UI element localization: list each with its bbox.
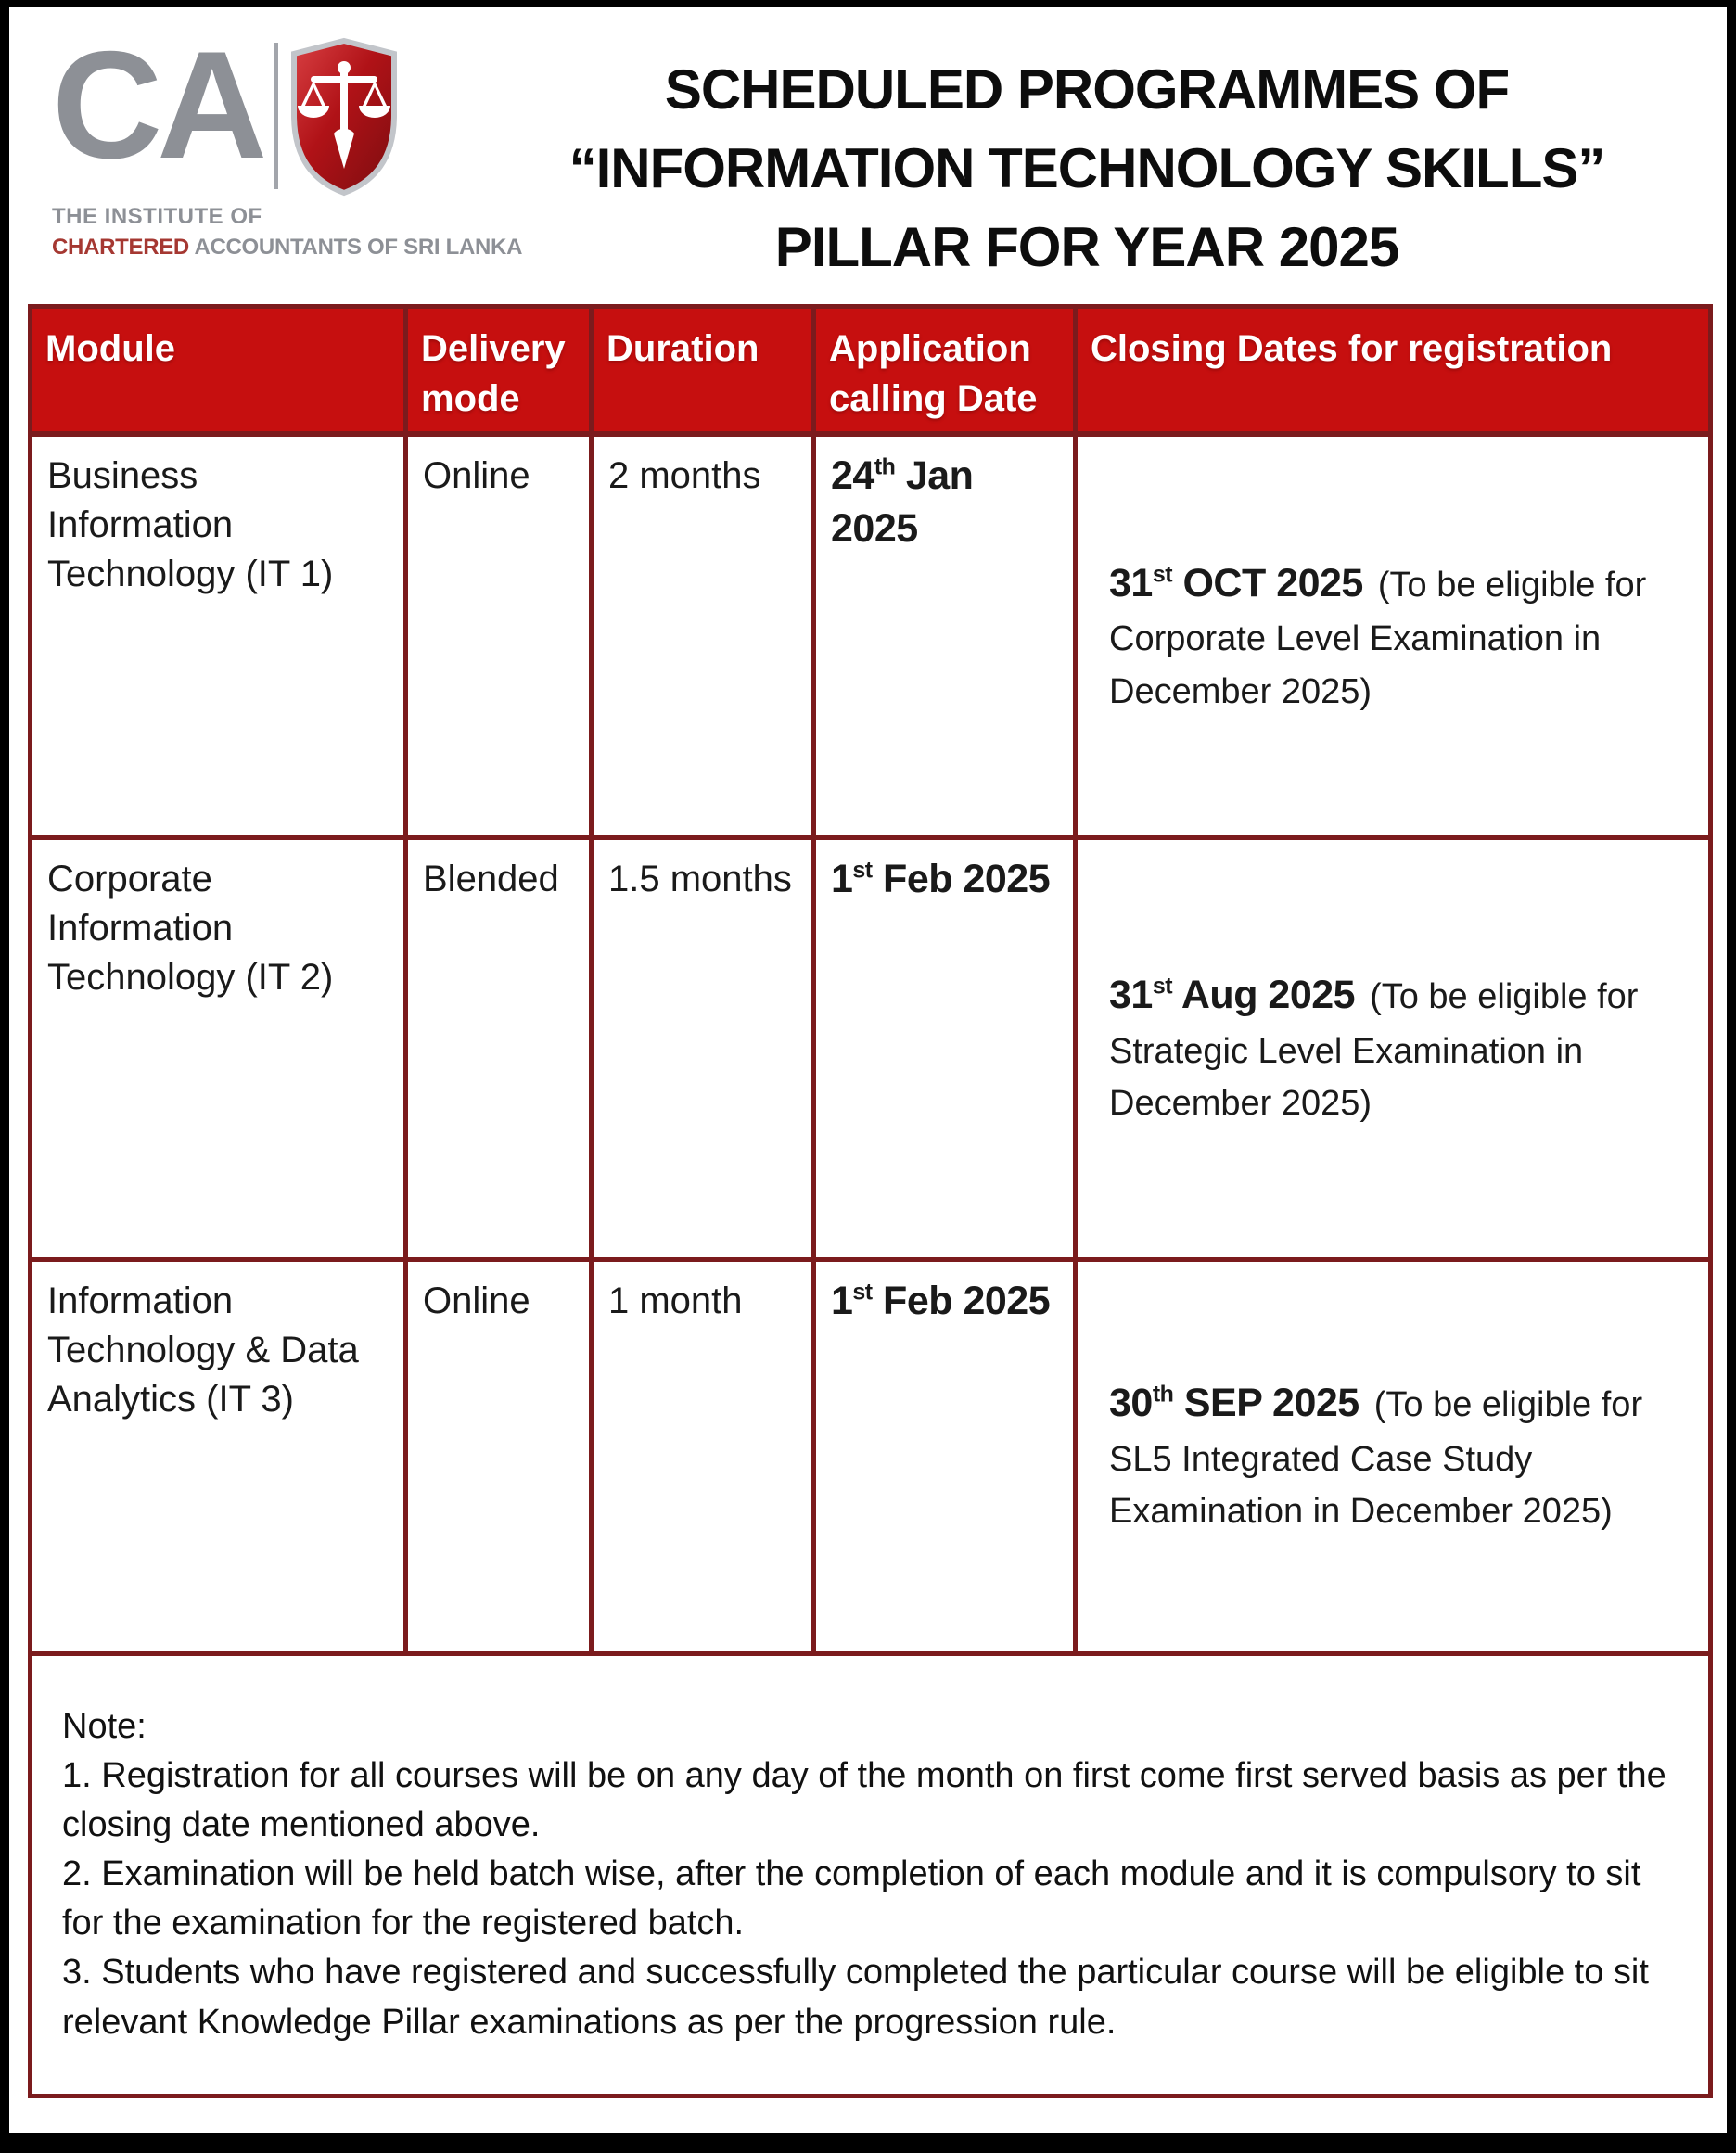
note-item: 1. Registration for all courses will be on any day of the month on first come first served basis as per the closing date mentioned above. xyxy=(62,1755,1666,1844)
application-date-cell xyxy=(814,1259,1076,1653)
closing-month-year: Aug 2025 xyxy=(1172,973,1356,1018)
delivery-mode-cell: Online xyxy=(406,1259,592,1653)
ca-sri-lanka-logo xyxy=(52,19,523,261)
application-day: 1 xyxy=(831,856,853,901)
application-month-year: Feb 2025 xyxy=(872,856,1051,901)
closing-date-cell xyxy=(1076,434,1711,837)
application-month-year: Jan 2025 xyxy=(831,453,974,552)
logo-chartered-word: CHARTERED xyxy=(52,235,189,260)
closing-month-year: SEP 2025 xyxy=(1173,1381,1359,1426)
duration-cell: 2 months xyxy=(592,434,814,837)
column-header-application-date: Application calling Date xyxy=(814,307,1076,435)
schedule-table xyxy=(28,304,1713,2098)
page-title-line2: “INFORMATION TECHNOLOGY SKILLS” xyxy=(568,137,1605,200)
closing-ordinal: st xyxy=(1152,561,1173,588)
note-item: 2. Examination will be held batch wise, after the completion of each module and it is compulsory to sit for the examination for the registered batch. xyxy=(62,1854,1641,1943)
module-cell: Information Technology & Data Analytics (IT 3) xyxy=(31,1259,406,1653)
logo-chartered-line xyxy=(52,235,523,261)
closing-note: (To be eligible for Strategic Level Examination in December 2025) xyxy=(1109,977,1639,1124)
column-header-closing-dates: Closing Dates for registration xyxy=(1076,307,1711,435)
closing-day: 30 xyxy=(1109,1381,1153,1426)
delivery-mode-cell: Online xyxy=(406,434,592,837)
column-header-module: Module xyxy=(31,307,406,435)
page-title-line3: PILLAR FOR YEAR 2025 xyxy=(774,216,1399,279)
closing-day: 31 xyxy=(1109,973,1153,1018)
closing-date xyxy=(1109,1381,1359,1425)
page-title xyxy=(469,35,1704,287)
closing-date xyxy=(1109,973,1355,1017)
table-header-row xyxy=(31,307,1711,435)
delivery-mode-cell: Blended xyxy=(406,837,592,1259)
duration-cell: 1 month xyxy=(592,1259,814,1653)
logo-acronym: CA xyxy=(52,19,262,190)
page-header xyxy=(9,7,1727,286)
application-ordinal: st xyxy=(852,1279,873,1306)
logo-row xyxy=(52,19,469,197)
column-header-duration: Duration xyxy=(592,307,814,435)
logo-divider xyxy=(274,43,278,189)
table-row xyxy=(31,1259,1711,1653)
closing-ordinal: th xyxy=(1152,1382,1174,1408)
notes-section xyxy=(31,1653,1711,2096)
notes-row xyxy=(31,1653,1711,2096)
logo-accountants-words: ACCOUNTANTS OF SRI LANKA xyxy=(188,235,523,260)
closing-ordinal: st xyxy=(1152,974,1173,1000)
application-date-cell xyxy=(814,434,1076,837)
table-row xyxy=(31,837,1711,1259)
application-date-cell xyxy=(814,837,1076,1259)
application-day: 1 xyxy=(831,1278,853,1323)
notes-heading: Note: xyxy=(62,1706,147,1746)
module-cell: Business Information Technology (IT 1) xyxy=(31,434,406,837)
closing-date-cell xyxy=(1076,837,1711,1259)
closing-day: 31 xyxy=(1109,560,1153,605)
closing-date xyxy=(1109,561,1363,605)
duration-cell: 1.5 months xyxy=(592,837,814,1259)
column-header-delivery-mode: Delivery mode xyxy=(406,307,592,435)
table-row xyxy=(31,434,1711,837)
application-ordinal: th xyxy=(874,453,896,480)
closing-month-year: OCT 2025 xyxy=(1172,560,1363,605)
page xyxy=(9,7,1727,2133)
closing-date-cell xyxy=(1076,1259,1711,1653)
application-month-year: Feb 2025 xyxy=(872,1278,1051,1323)
application-day: 24 xyxy=(831,453,874,498)
logo-institute-line: THE INSTITUTE OF xyxy=(52,204,262,229)
closing-note: (To be eligible for Corporate Level Examination in December 2025) xyxy=(1109,565,1647,711)
application-ordinal: st xyxy=(852,857,873,884)
module-cell: Corporate Information Technology (IT 2) xyxy=(31,837,406,1259)
closing-note: (To be eligible for SL5 Integrated Case Study Examination in December 2025) xyxy=(1109,1385,1643,1532)
ca-shield-scales-icon xyxy=(287,37,401,197)
note-item: 3. Students who have registered and successfully completed the particular course will be eligible to sit relevant Knowledge Pillar examinations as per the progression rule. xyxy=(62,1953,1649,2042)
page-title-line1: SCHEDULED PROGRAMMES OF xyxy=(664,58,1510,121)
